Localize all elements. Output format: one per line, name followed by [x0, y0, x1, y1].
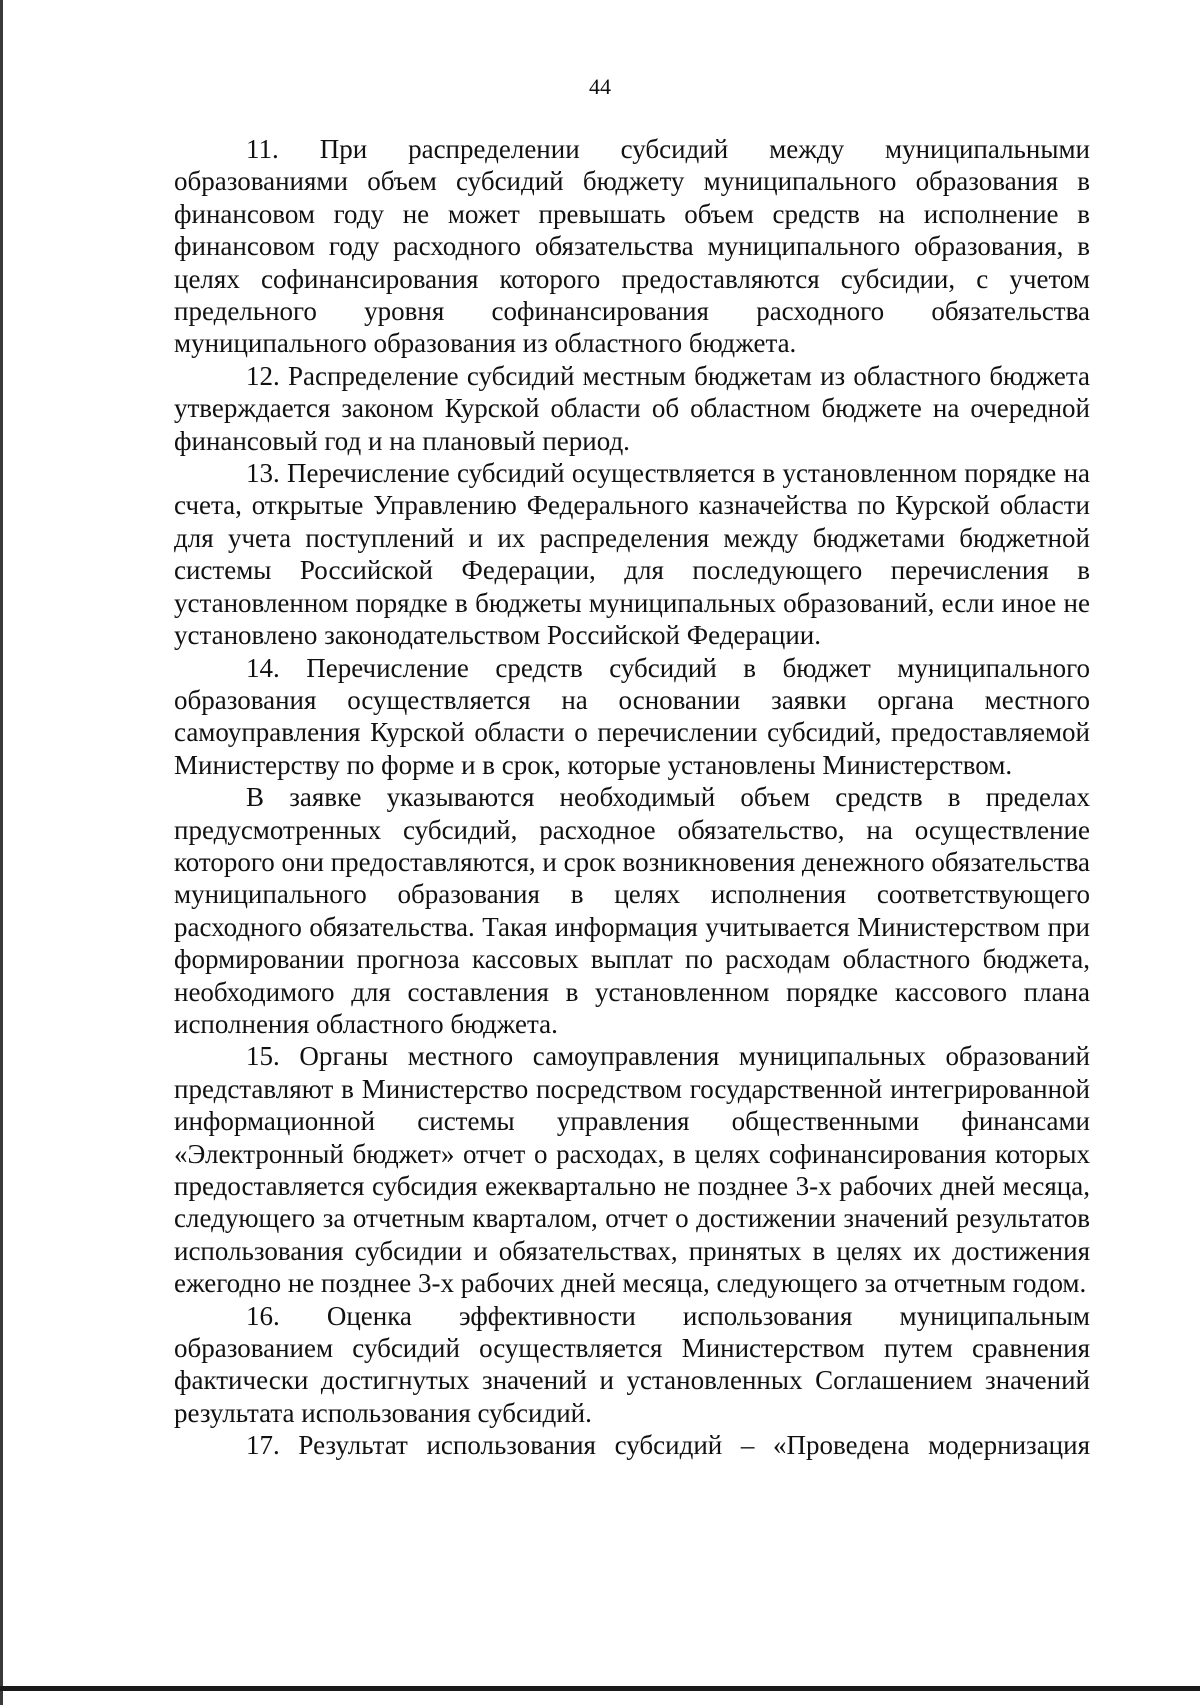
paragraph-17: 17. Результат использования субсидий – «Проведена модернизация — [246, 1430, 1090, 1461]
scan-edge-left — [0, 0, 3, 1705]
scan-edge-bottom — [0, 1686, 1200, 1691]
page-number: 44 — [589, 74, 611, 99]
document-body — [174, 133, 1090, 1462]
paragraph-13: 13. Перечисление субсидий осуществляется в установленном порядке на счета, открытые Управлению Федерального казначейства по Курской области для учета поступлений и их распределения между бюджетами бюджетной системы Российской Федерации, для последующего перечисления в установленном порядке в бюджеты муниципальных образований, если иное не установлено законодательством Российской Федерации. — [174, 458, 1090, 651]
paragraph-12: 12. Распределение субсидий местным бюджетам из областного бюджета утверждается законом Курской области об областном бюджете на очередной финансовый год и на плановый период. — [174, 360, 1090, 456]
paragraph-15: 15. Органы местного самоуправления муниципальных образований представляют в Министерство посредством государственной интегрированной информационной системы управления общественными финансами «Электронный бюджет» отчет о расходах, в целях софинансирования которых предоставляется субсидия ежеквартально не позднее 3-х рабочих дней месяца, следующего за отчетным кварталом, отчет о достижении значений результатов использования субсидии и обязательствах, принятых в целях их достижения ежегодно не позднее 3-х рабочих дней месяца, следующего за отчетным годом. — [174, 1041, 1090, 1299]
paragraph-11: 11. При распределении субсидий между муниципальными образованиями объем субсидий бюджету муниципального образования в финансовом году не может превышать объем средств на исполнение в финансовом году расходного обязательства муниципального образования, в целях софинансирования которого предоставляются субсидии, с учетом предельного уровня софинансирования расходного обязательства муниципального образования из областного бюджета. — [174, 134, 1090, 359]
paragraph-14-request-details: В заявке указываются необходимый объем средств в пределах предусмотренных субсидий, расходное обязательство, на осуществление которого они предоставляются, и срок возникновения денежного обязательства муниципального образования в целях исполнения соответствующего расходного обязательства. Такая информация учитывается Министерством при формировании прогноза кассовых выплат по расходам областного бюджета, необходимого для составления в установленном порядке кассового плана исполнения областного бюджета. — [174, 782, 1090, 1039]
paragraph-16: 16. Оценка эффективности использования муниципальным образованием субсидий осуществляется Министерством путем сравнения фактически достигнутых значений и установленных Соглашением значений результата использования субсидий. — [174, 1300, 1090, 1428]
paragraph-14: 14. Перечисление средств субсидий в бюджет муниципального образования осуществляется на основании заявки органа местного самоуправления Курской области о перечислении субсидий, предоставляемой Министерству по форме и в срок, которые установлены Министерством. — [174, 652, 1090, 780]
